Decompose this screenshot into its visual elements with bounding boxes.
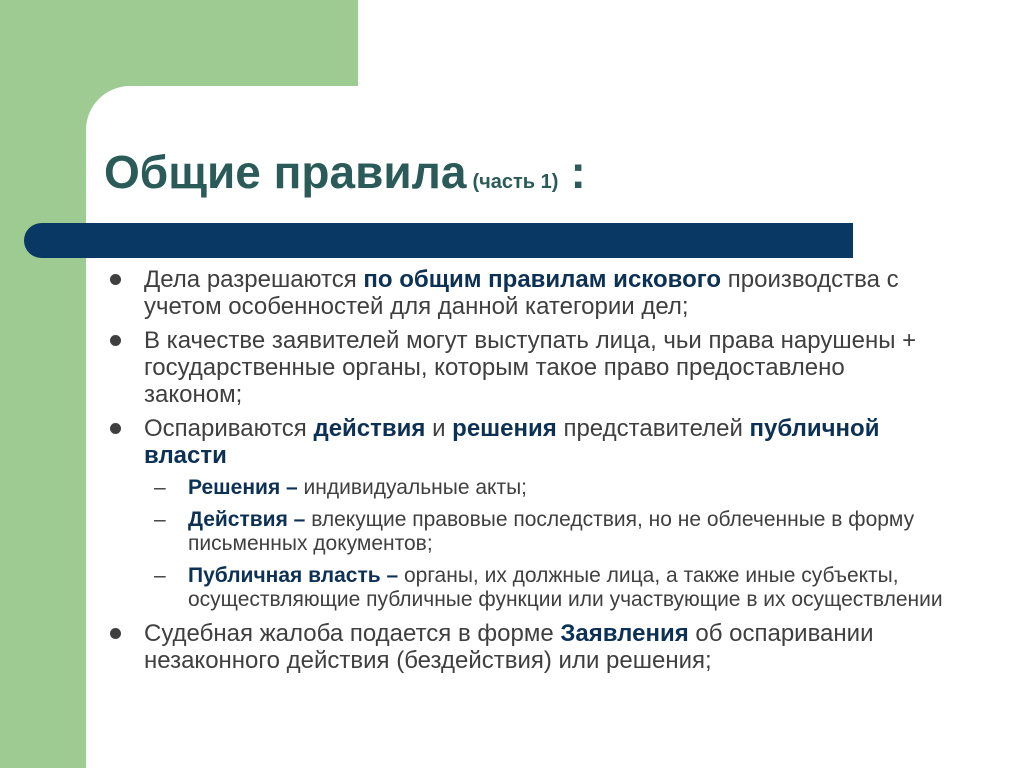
sub-text: индивидуальные акты;	[297, 476, 527, 499]
sub-term: Публичная власть –	[188, 564, 399, 587]
bullet-text: представителей	[556, 415, 750, 442]
sub-list	[104, 476, 944, 612]
bullet-text: и	[425, 415, 453, 442]
sub-term: Решения –	[188, 476, 298, 499]
sub-term: Действия –	[188, 508, 306, 531]
bullet-text: Оспариваются	[144, 415, 314, 442]
bullet-emphasis: действия	[313, 415, 426, 442]
title-main: Общие правила	[104, 146, 467, 198]
bullet-text: Судебная жалоба подается в форме	[144, 620, 561, 647]
bullet-dot-icon	[110, 274, 121, 285]
title-colon: :	[570, 146, 586, 198]
sub-item	[104, 564, 944, 612]
title-divider-bar	[24, 223, 853, 258]
bullet-text: производства с учетом особенностей для данной категории дел;	[144, 266, 899, 320]
sub-dash-marker: –	[154, 564, 166, 587]
sub-item	[104, 508, 944, 556]
bullet-emphasis: публичной власти	[144, 415, 880, 469]
bullet-item	[104, 620, 944, 674]
bullet-emphasis: Заявления	[560, 620, 689, 647]
bullet-item	[104, 266, 944, 320]
sub-dash-marker: –	[154, 476, 166, 499]
bullet-emphasis: по общим правилам искового	[363, 266, 722, 293]
bullet-list	[104, 266, 944, 681]
bullet-dot-icon	[110, 335, 121, 346]
bullet-text: Дела разрешаются	[144, 266, 364, 293]
bullet-text: об оспаривании незаконного действия (бездействия) или решения;	[144, 620, 874, 674]
sub-text: влекущие правовые последствия, но не облеченные в форму письменных документов;	[188, 508, 915, 555]
sub-item	[104, 476, 944, 500]
sub-text: органы, их должные лица, а также иные субъекты, осуществляющие публичные функции или участвующие в их осуществлении	[188, 564, 943, 611]
bullet-emphasis: решения	[452, 415, 557, 442]
bullet-dot-icon	[110, 628, 121, 639]
bullet-text: В качестве заявителей могут выступать лица, чьи права нарушены + государственные органы, которым такое право предоставлено законом;	[144, 327, 917, 408]
slide-title	[104, 142, 586, 212]
bullet-item	[104, 327, 944, 408]
bullet-item	[104, 415, 944, 469]
bullet-dot-icon	[110, 423, 121, 434]
sub-dash-marker: –	[154, 508, 166, 531]
title-part: (часть 1)	[472, 171, 559, 193]
